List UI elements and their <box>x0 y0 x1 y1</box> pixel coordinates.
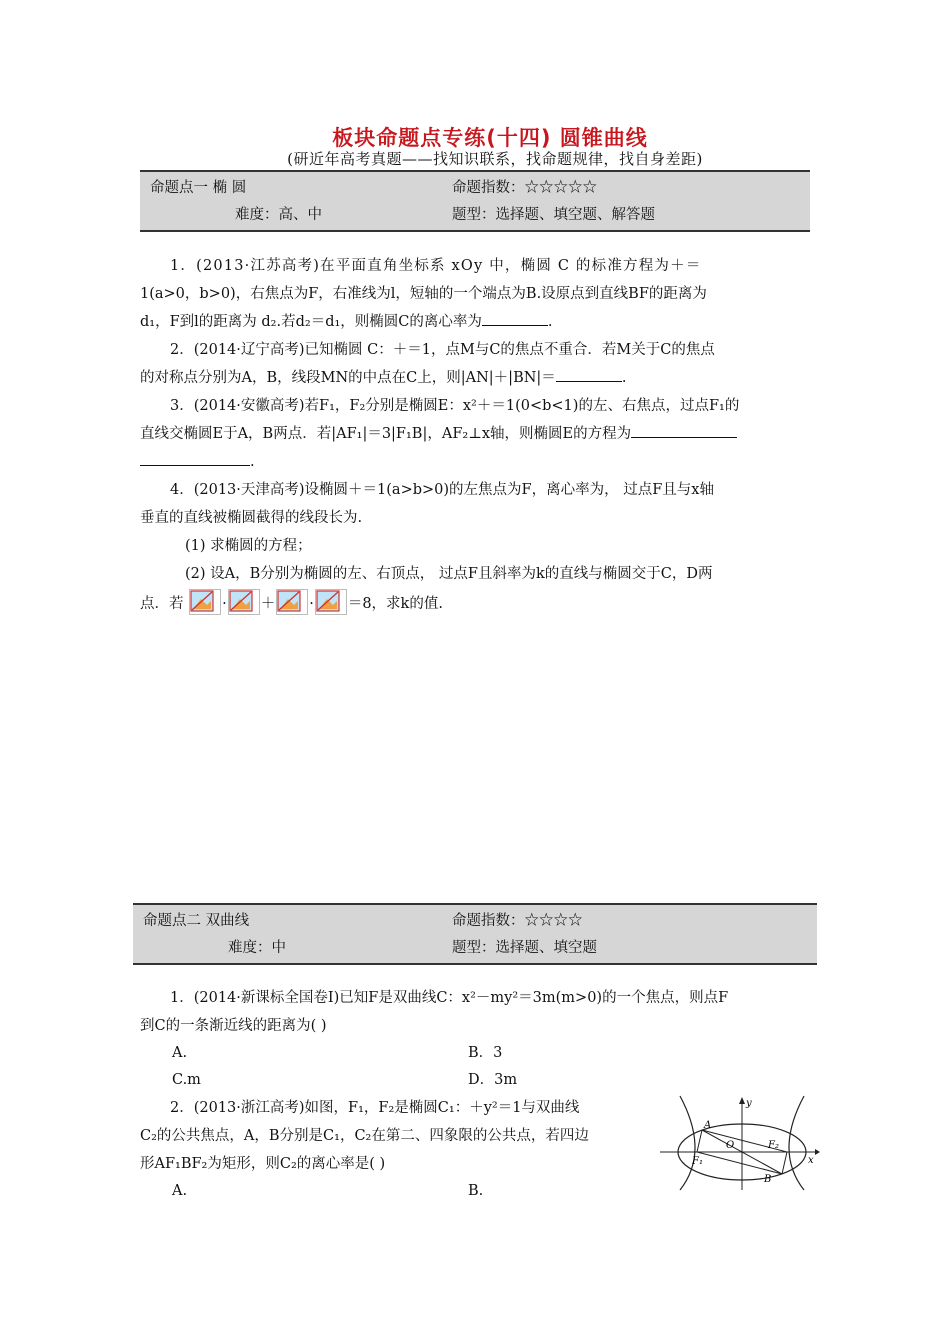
answer-blank <box>140 451 250 466</box>
s1-q3-line3 <box>140 449 255 477</box>
plus-sign: ＋ <box>260 596 276 612</box>
s2-q2-line1: 2．(2013·浙江高考)如图，F₁，F₂是椭圆C₁：＋y²＝1与双曲线 <box>170 1100 580 1116</box>
fig-label-o: O <box>726 1140 735 1151</box>
s1-q4-line2: 垂直的直线被椭圆截得的线段长为. <box>140 510 363 526</box>
s1-q3-line3-end: . <box>250 454 255 470</box>
vector-image-icon <box>276 589 308 615</box>
s2-q2-option-a: A. <box>172 1183 188 1199</box>
vector-image-icon <box>228 589 260 615</box>
fig-label-b: B <box>764 1174 772 1185</box>
answer-blank <box>556 367 622 382</box>
section2-difficulty: 难度：中 <box>228 940 286 956</box>
s1-q1-line3-end: . <box>547 314 553 330</box>
dot-sign: · <box>309 596 314 612</box>
section1-index: 命题指数：☆☆☆☆☆ <box>452 180 597 196</box>
s2-q1-option-d: D．3m <box>468 1072 518 1088</box>
s1-q1-line2: 1(a>0，b>0)，右焦点为F，右准线为l，短轴的一个端点为B.设原点到直线BF的距离为 <box>140 286 707 302</box>
page-subtitle: (研近年高考真题——找知识联系，找命题规律，找自身差距) <box>287 150 703 168</box>
section1-label: 命题点一 椭 圆 <box>150 180 247 196</box>
fig-label-x: x <box>808 1155 814 1166</box>
s1-q4-part1: (1) 求椭圆的方程； <box>185 538 312 554</box>
s2-q2-option-b: B. <box>468 1183 484 1199</box>
ellipse-hyperbola-figure <box>660 1092 820 1192</box>
s1-q3-line2 <box>140 421 737 449</box>
fig-label-a: A <box>704 1120 712 1131</box>
s1-q2-line1: 2．(2014·辽宁高考)已知椭圆 C：＋＝1，点M与C的焦点不重合．若M关于C的焦点 <box>170 342 715 358</box>
s1-q3-line2-text: 直线交椭圆E于A，B两点．若|AF₁|＝3|F₁B|，AF₂⊥x轴，则椭圆E的方程为 <box>140 426 632 442</box>
s1-q4-p3-end: ＝8，求k的值. <box>347 596 443 612</box>
section2-label: 命题点二 双曲线 <box>143 913 250 929</box>
s1-q2-line2 <box>140 365 626 393</box>
vector-image-icon <box>189 589 221 615</box>
section2-header <box>133 903 817 965</box>
s1-q2-line2-end: . <box>621 370 627 386</box>
s2-q2-line3: 形AF₁BF₂为矩形，则C₂的离心率是( ) <box>140 1156 386 1172</box>
answer-blank <box>631 423 737 438</box>
section1-difficulty: 难度：高、中 <box>235 207 322 223</box>
s2-q1-option-b: B．3 <box>468 1045 503 1061</box>
section2-types: 题型：选择题、填空题 <box>452 940 597 956</box>
answer-blank <box>482 311 548 326</box>
s2-q1-line2: 到C的一条渐近线的距离为( ) <box>140 1018 327 1034</box>
s1-q1-line3 <box>140 309 553 337</box>
s1-q2-line2-text: 的对称点分别为A，B，线段MN的中点在C上，则|AN|＋|BN|＝ <box>140 370 556 386</box>
fig-label-f2: F₂ <box>768 1140 779 1151</box>
s1-q4-p3-start: 点．若 <box>140 596 184 612</box>
s1-q4-line1: 4．(2013·天津高考)设椭圆＋＝1(a>b>0)的左焦点为F，离心率为， 过点F且与x轴 <box>170 482 714 498</box>
s2-q1-option-c: C.m <box>172 1072 201 1088</box>
vector-image-icon <box>315 589 347 615</box>
section2-index: 命题指数：☆☆☆☆ <box>452 913 583 929</box>
section1-types: 题型：选择题、填空题、解答题 <box>452 207 655 223</box>
s1-q1-line3-text: d₁，F到l的距离为 d₂.若d₂＝d₁，则椭圆C的离心率为 <box>140 314 482 330</box>
s1-q1-line1: 1．(2013·江苏高考)在平面直角坐标系 xOy 中，椭圆 C 的标准方程为＋＝ <box>170 258 702 274</box>
dot-sign: · <box>222 596 227 612</box>
section1-header <box>140 170 810 232</box>
s2-q1-option-a: A. <box>172 1045 188 1061</box>
s2-q1-line1: 1．(2014·新课标全国卷Ⅰ)已知F是双曲线C：x²－my²＝3m(m>0)的一个焦点，则点F <box>170 990 729 1006</box>
s1-q3-line1: 3．(2014·安徽高考)若F₁，F₂分别是椭圆E：x²＋＝1(0<b<1)的左、右焦点，过点F₁的 <box>170 398 740 414</box>
s1-q4-part3 <box>140 591 443 619</box>
s2-q2-line2: C₂的公共焦点，A，B分别是C₁，C₂在第二、四象限的公共点，若四边 <box>140 1128 589 1144</box>
page-title: 板块命题点专练(十四) 圆锥曲线 <box>332 126 648 150</box>
fig-label-f1: F₁ <box>692 1156 703 1167</box>
fig-label-y: y <box>746 1098 752 1109</box>
s1-q4-part2: (2) 设A，B分别为椭圆的左、右顶点， 过点F且斜率为k的直线与椭圆交于C，D两 <box>185 566 713 582</box>
